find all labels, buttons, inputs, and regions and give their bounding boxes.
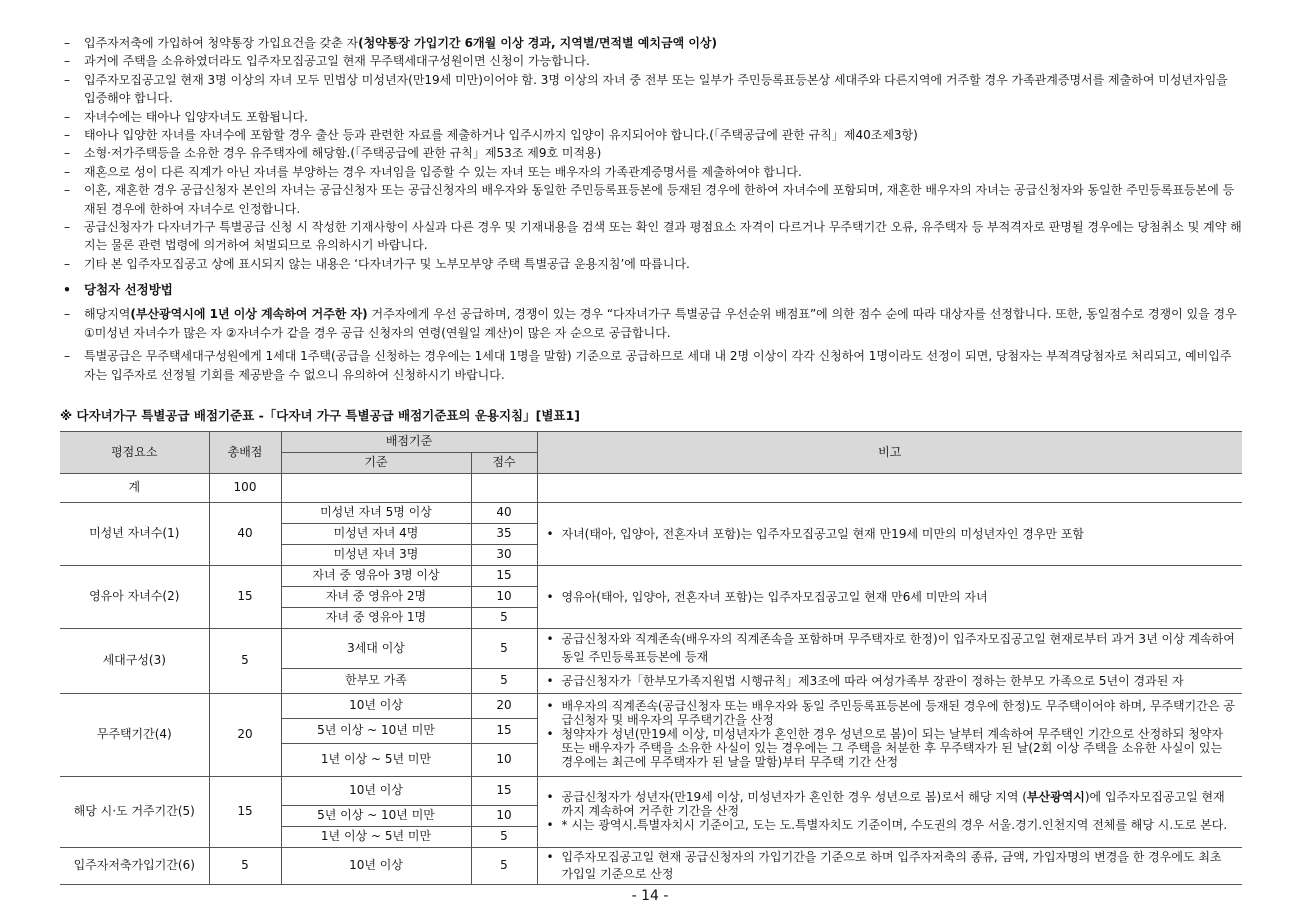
cell-score: 10 xyxy=(471,805,537,826)
remark-text: )에 입주자모집공고일 현재까지 계속하여 거주한 기간을 산정 xyxy=(561,790,1225,818)
note-text: 이혼, 재혼한 경우 공급신청자 본인의 자녀는 공급신청자 또는 공급신청자의 배우자와 동일한 주민등록표등본에 등재된 경우에 한하여 자녀수에 포함되며, 재혼한 배우자의 자녀는 공급신청자와 동일한 주민등록표등본에 등재된 경우에 한하여 자녀수로 인정합니다. xyxy=(84,183,1235,216)
header-item: 평점요소 xyxy=(60,431,209,473)
cell-remark: • 배우자의 직계존속(공급신청자 또는 배우자와 동일 주민등록표등본에 등재된 경우에 한정)도 무주택이어야 하며, 무주택기간은 공급신청자 및 배우자의 무주택기간을 산정 • 청약자가 성년(만19세 이상, 미성년자가 혼인한 경우 성년으로 봄)이 되는 날부터 계속하여 무주택인 기간으로 산정하되 청약자 또는 배우자가 주택을 소유한 사실이 있는 경우에는 그 주택을 처분한 후 무주택자가 된 날(2회 이상 주택을 소유한 사실이 있는 경우에는 최근에 무주택자가 된 날을 말함)부터 무주택 기간 산정 xyxy=(537,693,1242,776)
cell-total: 15 xyxy=(209,565,281,628)
table-title: ※ 다자녀가구 특별공급 배점기준표 -「다자녀 가구 특별공급 배점기준표의 운용지침」[별표1] xyxy=(60,407,580,423)
table-header-row xyxy=(60,431,1242,452)
cell-score: 40 xyxy=(471,502,537,523)
cell-total: 5 xyxy=(209,847,281,884)
header-criteria: 배점기준 xyxy=(281,431,537,452)
note-text: 태아나 입양한 자녀를 자녀수에 포함할 경우 출산 등과 관련한 자료를 제출하거나 입주시까지 입양이 유지되어야 합니다.(「주택공급에 관한 규칙」제40조제3항) xyxy=(84,128,918,143)
cell-score: 5 xyxy=(471,668,537,693)
note-text: 소형·저가주택등을 소유한 경우 유주택자에 해당함.(「주택공급에 관한 규칙」제53조 제9호 미적용) xyxy=(84,146,602,161)
note-item: – 특별공급은 무주택세대구성원에게 1세대 1주택(공급을 신청하는 경우에는 1세대 1명을 말함) 기준으로 공급하므로 세대 내 2명 이상이 각각 신청하여 1명이라도 선정이 되면, 당첨자는 부적격당첨자로 처리되고, 예비입주자는 입주자로 선정될 기회를 제공받을 수 없으니 유의하여 신청하시기 바랍니다. xyxy=(60,347,1242,384)
cell-score: 20 xyxy=(471,693,537,718)
cell-standard: 1년 이상 ~ 5년 미만 xyxy=(281,826,471,847)
table-row xyxy=(60,473,1242,502)
cell-item: 계 xyxy=(60,473,209,502)
note-item: – 자녀수에는 태아나 입양자녀도 포함됩니다. xyxy=(60,108,1242,126)
note-text: 거주자에게 우선 공급하며, 경쟁이 있는 경우 “다자녀가구 특별공급 우선순위 배점표”에 의한 점수 순에 따라 대상자를 선정합니다. 또한, 동일점수로 경쟁이 있을 경우 ①미성년 자녀수가 많은 자 ②자녀수가 같을 경우 공급 신청자의 연령(연월일 계산)이 많은 자 순으로 공급합니다. xyxy=(84,307,1237,340)
remark-text: * 시는 광역시.특별자치시 기준이고, 도는 도.특별자치도 기준이며, 수도권의 경우 서울.경기.인천지역 전체를 해당 시.도로 본다. xyxy=(561,817,1228,832)
note-item: – 태아나 입양한 자녀를 자녀수에 포함할 경우 출산 등과 관련한 자료를 제출하거나 입주시까지 입양이 유지되어야 합니다.(「주택공급에 관한 규칙」제40조제3항) xyxy=(60,126,1242,144)
note-item: – 공급신청자가 다자녀가구 특별공급 신청 시 작성한 기재사항이 사실과 다른 경우 및 기재내용을 검색 또는 확인 결과 평점요소 자격이 다르거나 무주택기간 오류, 유주택자 등 부적격자로 판명될 경우에는 당첨취소 및 계약 해지는 물론 관련 법령에 의거하여 처벌되므로 유의하시기 바랍니다. xyxy=(60,218,1242,255)
note-item: – 재혼으로 성이 다른 직계가 아닌 자녀를 부양하는 경우 자녀임을 입증할 수 있는 자녀 또는 배우자의 가족관계증명서를 제출하여야 합니다. xyxy=(60,163,1242,181)
note-text: 자녀수에는 태아나 입양자녀도 포함됩니다. xyxy=(84,109,308,124)
cell-total: 40 xyxy=(209,502,281,565)
cell-score: 5 xyxy=(471,628,537,668)
note-item: – 입주자모집공고일 현재 3명 이상의 자녀 모두 민법상 미성년자(만19세 미만)이어야 함. 3명 이상의 자녀 중 전부 또는 일부가 주민등록표등본상 세대주와 다른지역에 거주할 경우 가족관계증명서를 제출하여 미성년자임을 입증해야 합니다. xyxy=(60,71,1242,108)
cell-remark: • 영유아(태아, 입양아, 전혼자녀 포함)는 입주자모집공고일 현재 만6세 미만의 자녀 xyxy=(537,565,1242,628)
cell-score: 5 xyxy=(471,847,537,884)
table-row xyxy=(60,565,1242,586)
note-text-bold: (청약통장 가입기간 6개월 이상 경과, 지역별/면적별 예치금액 이상) xyxy=(358,36,718,50)
cell-score: 15 xyxy=(471,776,537,805)
remark-text: 영유아(태아, 입양아, 전혼자녀 포함)는 입주자모집공고일 현재 만6세 미만의 자녀 xyxy=(561,589,988,604)
document-body xyxy=(60,34,1242,885)
cell-item: 미성년 자녀수(1) xyxy=(60,502,209,565)
note-item: – 기타 본 입주자모집공고 상에 표시되지 않는 내용은 ‘다자녀가구 및 노부모부양 주택 특별공급 운용지침’에 따릅니다. xyxy=(60,255,1242,273)
cell-standard: 5년 이상 ~ 10년 미만 xyxy=(281,805,471,826)
cell-standard: 한부모 가족 xyxy=(281,668,471,693)
cell-standard: 미성년 자녀 4명 xyxy=(281,523,471,544)
header-standard: 기준 xyxy=(281,452,471,473)
cell-score: 30 xyxy=(471,544,537,565)
cell-standard xyxy=(281,473,471,502)
cell-standard: 자녀 중 영유아 2명 xyxy=(281,586,471,607)
note-text-bold: (부산광역시에 1년 이상 계속하여 거주한 자) xyxy=(130,307,368,322)
cell-item: 영유아 자녀수(2) xyxy=(60,565,209,628)
remark-text-bold: 부산광역시 xyxy=(1026,790,1085,805)
cell-total: 5 xyxy=(209,628,281,693)
cell-item: 세대구성(3) xyxy=(60,628,209,693)
cell-remark xyxy=(537,473,1242,502)
cell-standard: 미성년 자녀 5명 이상 xyxy=(281,502,471,523)
bullet-icon: • xyxy=(63,282,71,298)
cell-standard: 10년 이상 xyxy=(281,693,471,718)
cell-remark: • 공급신청자와 직계존속(배우자의 직계존속을 포함하며 무주택자로 한정)이 입주자모집공고일 현재로부터 과거 3년 이상 계속하여 동일 주민등록표등본에 등재 xyxy=(537,628,1242,668)
remark-text: 배우자의 직계존속(공급신청자 또는 배우자와 동일 주민등록표등본에 등재된 경우에 한정)도 무주택이어야 하며, 무주택기간은 공급신청자 및 배우자의 무주택기간을 산정 xyxy=(561,699,1235,728)
notes-top xyxy=(60,34,1242,273)
cell-standard: 미성년 자녀 3명 xyxy=(281,544,471,565)
cell-item: 입주자저축가입기간(6) xyxy=(60,847,209,884)
remark-text: 자녀(태아, 입양아, 전혼자녀 포함)는 입주자모집공고일 현재 만19세 미만의 미성년자인 경우만 포함 xyxy=(561,526,1084,541)
cell-score: 15 xyxy=(471,565,537,586)
remark-text: 입주자모집공고일 현재 공급신청자의 가입기간을 기준으로 하며 입주자저축의 종류, 금액, 가입자명의 변경을 한 경우에도 최초 가입일 기준으로 산정 xyxy=(561,849,1222,881)
note-text: 공급신청자가 다자녀가구 특별공급 신청 시 작성한 기재사항이 사실과 다른 경우 및 기재내용을 검색 또는 확인 결과 평점요소 자격이 다르거나 무주택기간 오류, 유주택자 등 부적격자로 판명될 경우에는 당첨취소 및 계약 해지는 물론 관련 법령에 의거하여 처벌되므로 유의하시기 바랍니다. xyxy=(84,220,1242,253)
remark-text: 공급신청자와 직계존속(배우자의 직계존속을 포함하며 무주택자로 한정)이 입주자모집공고일 현재로부터 과거 3년 이상 계속하여 동일 주민등록표등본에 등재 xyxy=(561,632,1235,665)
section-heading-text: 당첨자 선정방법 xyxy=(84,282,173,298)
remark-text: 공급신청자가「한부모가족지원법 시행규칙」제3조에 따라 여성가족부 장관이 정하는 한부모 가족으로 5년이 경과된 자 xyxy=(561,673,1184,688)
cell-standard: 10년 이상 xyxy=(281,847,471,884)
note-text: 입주자저축에 가입하여 청약통장 가입요건을 갖춘 자 xyxy=(84,36,359,50)
section-heading xyxy=(60,281,1242,299)
cell-score: 10 xyxy=(471,743,537,776)
table-row xyxy=(60,502,1242,523)
cell-remark: • 입주자모집공고일 현재 공급신청자의 가입기간을 기준으로 하며 입주자저축의 종류, 금액, 가입자명의 변경을 한 경우에도 최초 가입일 기준으로 산정 xyxy=(537,847,1242,884)
cell-remark: • 자녀(태아, 입양아, 전혼자녀 포함)는 입주자모집공고일 현재 만19세 미만의 미성년자인 경우만 포함 xyxy=(537,502,1242,565)
cell-standard: 자녀 중 영유아 1명 xyxy=(281,607,471,628)
note-item: – 소형·저가주택등을 소유한 경우 유주택자에 해당함.(「주택공급에 관한 규칙」제53조 제9호 미적용) xyxy=(60,144,1242,162)
remark-text: 청약자가 성년(만19세 이상, 미성년자가 혼인한 경우 성년으로 봄)이 되는 날부터 계속하여 무주택인 기간으로 산정하되 청약자 또는 배우자가 주택을 소유한 사실이 있는 경우에는 그 주택을 처분한 후 무주택자가 된 날(2회 이상 주택을 소유한 사실이 있는 경우에는 최근에 무주택자가 된 날을 말함)부터 무주택 기간 산정 xyxy=(561,727,1223,769)
cell-standard: 1년 이상 ~ 5년 미만 xyxy=(281,743,471,776)
remark-text: 공급신청자가 성년자(만19세 이상, 미성년자가 혼인한 경우 성년으로 봄)로서 해당 지역 ( xyxy=(561,790,1027,805)
note-item: – 과거에 주택을 소유하였더라도 입주자모집공고일 현재 무주택세대구성원이면 신청이 가능합니다. xyxy=(60,52,1242,70)
note-text: 기타 본 입주자모집공고 상에 표시되지 않는 내용은 ‘다자녀가구 및 노부모부양 주택 특별공급 운용지침’에 따릅니다. xyxy=(84,256,690,271)
note-text: 해당지역 xyxy=(84,307,131,322)
cell-total: 100 xyxy=(209,473,281,502)
cell-score: 35 xyxy=(471,523,537,544)
cell-standard: 10년 이상 xyxy=(281,776,471,805)
table-row xyxy=(60,628,1242,668)
cell-score: 5 xyxy=(471,607,537,628)
note-item: – 해당지역(부산광역시에 1년 이상 계속하여 거주한 자) 거주자에게 우선 공급하며, 경쟁이 있는 경우 “다자녀가구 특별공급 우선순위 배점표”에 의한 점수 순에 따라 대상자를 선정합니다. 또한, 동일점수로 경쟁이 있을 경우 ①미성년 자녀수가 많은 자 ②자녀수가 같을 경우 공급 신청자의 연령(연월일 계산)이 많은 자 순으로 공급합니다. xyxy=(64,307,1237,340)
note-text: 재혼으로 성이 다른 직계가 아닌 자녀를 부양하는 경우 자녀임을 입증할 수 있는 자녀 또는 배우자의 가족관계증명서를 제출하여야 합니다. xyxy=(84,164,802,179)
note-text: 특별공급은 무주택세대구성원에게 1세대 1주택(공급을 신청하는 경우에는 1세대 1명을 말함) 기준으로 공급하므로 세대 내 2명 이상이 각각 신청하여 1명이라도 선정이 되면, 당첨자는 부적격당첨자로 처리되고, 예비입주자는 입주자로 선정될 기회를 제공받을 수 없으니 유의하여 신청하시기 바랍니다. xyxy=(84,349,1232,382)
header-score: 점수 xyxy=(471,452,537,473)
cell-standard: 5년 이상 ~ 10년 미만 xyxy=(281,718,471,743)
header-total: 총배점 xyxy=(209,431,281,473)
table-row xyxy=(60,776,1242,805)
cell-item: 해당 시·도 거주기간(5) xyxy=(60,776,209,847)
cell-total: 20 xyxy=(209,693,281,776)
table-row xyxy=(60,847,1242,884)
header-remark: 비고 xyxy=(537,431,1242,473)
note-text: 입주자모집공고일 현재 3명 이상의 자녀 모두 민법상 미성년자(만19세 미만)이어야 함. 3명 이상의 자녀 중 전부 또는 일부가 주민등록표등본상 세대주와 다른지역에 거주할 경우 가족관계증명서를 제출하여 미성년자임을 입증해야 합니다. xyxy=(84,72,1228,106)
scoring-table xyxy=(60,431,1242,885)
table-row xyxy=(60,693,1242,718)
cell-total: 15 xyxy=(209,776,281,847)
notes-selection xyxy=(60,305,1242,384)
cell-item: 무주택기간(4) xyxy=(60,693,209,776)
cell-score: 15 xyxy=(471,718,537,743)
note-item: – 이혼, 재혼한 경우 공급신청자 본인의 자녀는 공급신청자 또는 공급신청자의 배우자와 동일한 주민등록표등본에 등재된 경우에 한하여 자녀수에 포함되며, 재혼한 배우자의 자녀는 공급신청자와 동일한 주민등록표등본에 등재된 경우에 한하여 자녀수로 인정합니다. xyxy=(60,181,1242,218)
cell-remark: • 공급신청자가 성년자(만19세 이상, 미성년자가 혼인한 경우 성년으로 봄)로서 해당 지역 (부산광역시)에 입주자모집공고일 현재까지 계속하여 거주한 기간을 산정 • * 시는 광역시.특별자치시 기준이고, 도는 도.특별자치도 기준이며, 수도권의 경우 서울.경기.인천지역 전체를 해당 시.도로 본다. xyxy=(537,776,1242,847)
cell-score: 5 xyxy=(471,826,537,847)
note-text: 과거에 주택을 소유하였더라도 입주자모집공고일 현재 무주택세대구성원이면 신청이 가능합니다. xyxy=(84,54,590,69)
note-item: – 입주자저축에 가입하여 청약통장 가입요건을 갖춘 자(청약통장 가입기간 6개월 이상 경과, 지역별/면적별 예치금액 이상) xyxy=(64,36,718,50)
page-number: - 14 - xyxy=(631,888,669,904)
cell-score xyxy=(471,473,537,502)
cell-score: 10 xyxy=(471,586,537,607)
cell-remark: • 공급신청자가「한부모가족지원법 시행규칙」제3조에 따라 여성가족부 장관이 정하는 한부모 가족으로 5년이 경과된 자 xyxy=(537,668,1242,693)
cell-standard: 자녀 중 영유아 3명 이상 xyxy=(281,565,471,586)
cell-standard: 3세대 이상 xyxy=(281,628,471,668)
